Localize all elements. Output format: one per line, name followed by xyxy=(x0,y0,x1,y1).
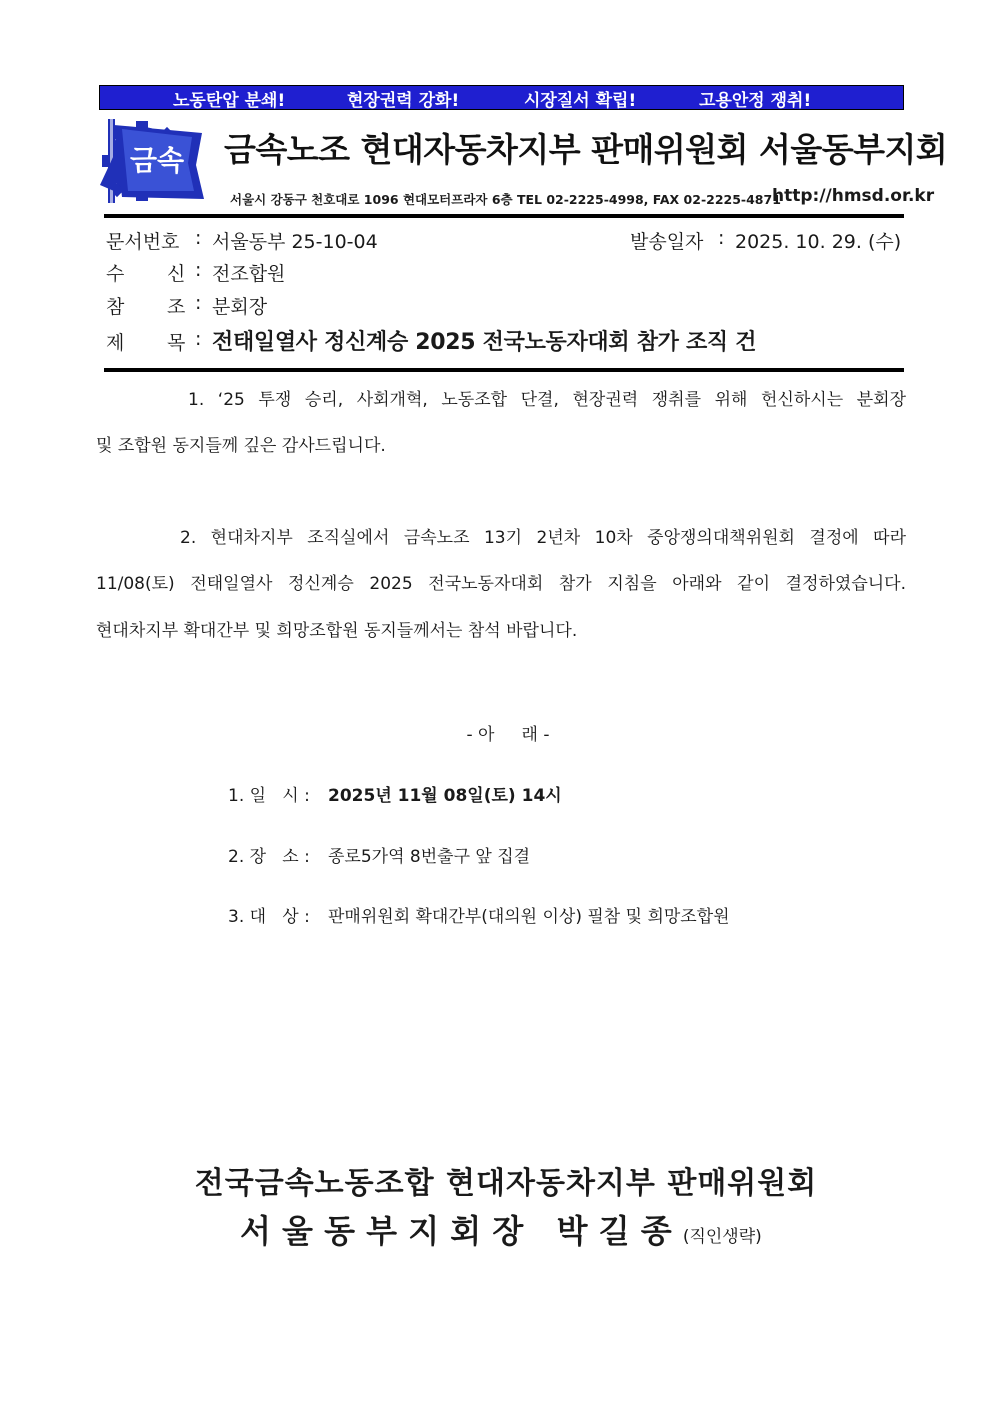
paragraph-2-line-3: 현대차지부 확대간부 및 희망조합원 동지들께서는 참석 바랍니다. xyxy=(96,621,578,641)
paragraph-1-line-1: 1. ‘25 투쟁 승리, 사회개혁, 노동조합 단결, 현장권력 쟁취를 위해 헌신하시는 분회장 xyxy=(188,390,906,410)
item-2-label: 2. 장 소 : xyxy=(228,847,310,867)
org-title: 금속노조 현대자동차지부 판매위원회 서울동부지회 xyxy=(224,130,948,169)
subject-value: 전태일열사 정신계승 2025 전국노동자대회 참가 조직 건 xyxy=(212,330,757,355)
recipient-label-2: 신 xyxy=(167,263,186,285)
slogan-1: 노동탄압 분쇄! xyxy=(173,91,286,111)
subject-label-1: 제 xyxy=(106,332,125,354)
recipient-label-1: 수 xyxy=(106,263,125,285)
cc-label-1: 참 xyxy=(106,296,125,318)
paragraph-2-line-2: 11/08(토) 전태일열사 정신계승 2025 전국노동자대회 참가 지침을 아래와 같이 결정하였습니다. xyxy=(96,574,906,594)
below-heading: - 아 래 - xyxy=(466,725,550,745)
signature-block xyxy=(240,1206,762,1252)
meta-divider xyxy=(104,368,904,372)
union-logo xyxy=(100,115,210,205)
paragraph-1-line-2: 및 조합원 동지들께 깊은 감사드립니다. xyxy=(96,436,386,456)
logo-text: 금속 xyxy=(130,144,185,177)
address: 서울시 강동구 천호대로 1096 현대모터프라자 6층 TEL 02-2225-4998, FAX 02-2225-4871 xyxy=(230,192,781,207)
colon: : xyxy=(195,259,202,281)
colon: : xyxy=(195,292,202,314)
signature-org: 전국금속노동조합 현대자동차지부 판매위원회 xyxy=(194,1166,818,1201)
recipient-value: 전조합원 xyxy=(212,263,286,285)
item-1-value: 2025년 11월 08일(토) 14시 xyxy=(328,786,562,806)
item-3-label: 3. 대 상 : xyxy=(228,907,310,927)
subject-label-2: 목 xyxy=(167,332,186,354)
slogan-2: 현장권력 강화! xyxy=(347,91,460,111)
slogan-4: 고용안정 쟁취! xyxy=(699,91,812,111)
item-1-label: 1. 일 시 : xyxy=(228,786,310,806)
item-2-value: 종로5가역 8번출구 앞 집결 xyxy=(328,847,531,867)
slogan-3: 시장질서 확립! xyxy=(524,91,637,111)
signature-name: 서 울 동 부 지 회 장 박 길 종 xyxy=(240,1212,672,1250)
doc-no-value: 서울동부 25-10-04 xyxy=(212,231,378,253)
seal-omitted-note: (직인생략) xyxy=(682,1227,762,1247)
item-3-value: 판매위원회 확대간부(대의원 이상) 필참 및 희망조합원 xyxy=(328,907,730,927)
send-date-value: 2025. 10. 29. (수) xyxy=(735,231,902,253)
header-divider xyxy=(104,214,904,218)
website-link[interactable]: http://hmsd.or.kr xyxy=(772,186,935,206)
paragraph-2-line-1: 2. 현대차지부 조직실에서 금속노조 13기 2년차 10차 중앙쟁의대책위원회 결정에 따라 xyxy=(180,528,906,548)
doc-no-label: 문서번호 xyxy=(106,231,180,253)
cc-label-2: 조 xyxy=(167,296,186,318)
colon: : xyxy=(718,227,725,249)
send-date-label: 발송일자 xyxy=(630,231,704,253)
colon: : xyxy=(195,328,202,350)
colon: : xyxy=(195,227,202,249)
cc-value: 분회장 xyxy=(212,296,268,318)
